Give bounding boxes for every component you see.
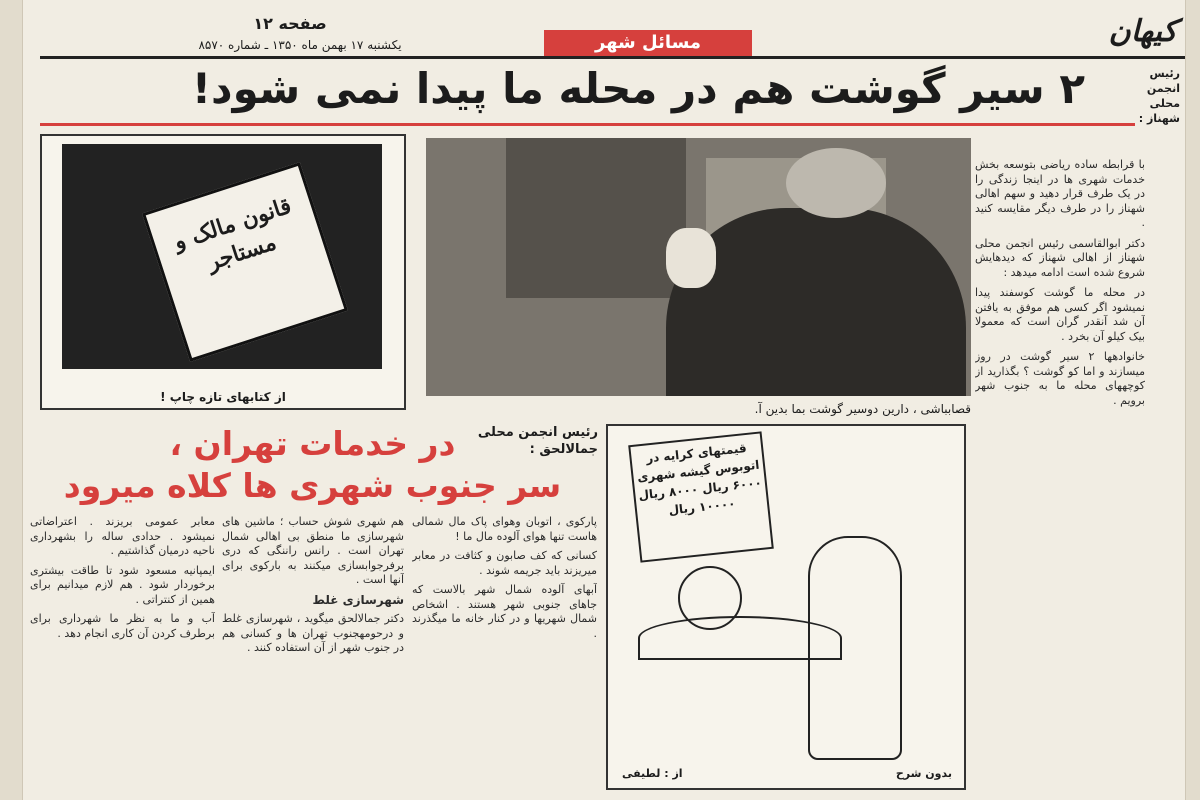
book-icon — [142, 162, 348, 362]
price-sign: قیمتهای کرایه در اتوبوس گیشه شهری ۶۰۰۰ ریال ۸۰۰۰ ریال ۱۰۰۰۰ ریال — [628, 431, 774, 562]
cartoon-book — [40, 134, 406, 410]
right-column-text — [975, 158, 1145, 798]
article-headline-line2: سر جنوب شهری ها کلاه میرود — [63, 466, 562, 505]
paragraph: دکتر ابوالقاسمی رئیس انجمن محلی شهناز از اهالی شهناز که دیدهایش شروع شده است ادامه میدهد : — [975, 236, 1145, 279]
photo-shelf — [506, 138, 686, 298]
subtitle: شهرسازی غلط — [312, 592, 404, 607]
paragraph: معابر عمومی بریزند . اعتراضاتی نمیشود . حدادی ساله را بشهرداری ناحیه درمیان گذاشتیم . — [30, 515, 215, 557]
cartoon-shop-caption: بدون شرح — [895, 767, 952, 780]
paragraph: ایمپانیه مسعود شود تا طاقت بیشتری برخوردار شود . هم لازم میدانیم برای همین از کنتراتی . — [30, 563, 215, 606]
cartoon-book-caption: از کتابهای تازه چاپ ! — [160, 390, 286, 404]
paragraph: کسانی که کف صابون و کثافت در معابر میریزند باید جریمه شوند . — [412, 549, 597, 577]
paragraph: خانوادهها ۲ سیر گوشت در روز میسازند و اما کو گوشت ؟ بگذارید از کوچههای محله ما به جنوب شهر برویم . — [975, 350, 1145, 407]
side-kicker: رئیس انجمن محلی شهناز : — [1138, 67, 1180, 125]
headline-rule — [40, 123, 1135, 126]
cartoon-shop — [606, 424, 966, 790]
article-headline-line1: در خدمات تهران ، — [169, 424, 456, 463]
main-headline: ۲ سیر گوشت هم در محله ما پیدا نمی شود! — [191, 64, 1085, 113]
article-headline — [30, 423, 595, 509]
cartoon-book-illustration — [62, 144, 382, 369]
paragraph: هم شهری شوش حساب ؛ ماشین های شهرسازی ما منطق بی اهالی شمال تهران است . رانس راننگی که دری برفرجوابسازی میکنند به بارکوی برای آنها است . — [222, 515, 404, 586]
article-column-2 — [222, 515, 404, 798]
masthead — [40, 8, 1185, 59]
paragraph: آب و ما به نظر ما شهرداری برای برطرف کردن آن کاری انجام دهد . — [30, 612, 215, 640]
photo-person-head — [786, 148, 886, 218]
article-column-1 — [412, 515, 597, 798]
dateline: یکشنبه ۱۷ بهمن ماه ۱۳۵۰ ـ شماره ۸۵۷۰ — [198, 38, 402, 52]
article-column-3 — [30, 515, 215, 798]
butcher-photo — [426, 138, 971, 396]
customer-figure — [808, 536, 902, 760]
cartoon-shop-credit: از : لطیفی — [622, 767, 683, 780]
book-title: قانون مالک و مستاجر — [170, 192, 295, 276]
article-kicker: رئیس انجمن محلی جمالالحق : — [477, 425, 598, 457]
photo-hand — [666, 228, 716, 288]
paragraph: با قرابطه ساده ریاضی بتوسعه بخش خدمات شهری ها در اینجا زندگی را در یک طرف قرار دهید و سهم اهالی شهناز را در طرف دیگر مقایسه کنید . — [975, 158, 1145, 229]
shopkeeper-figure — [678, 566, 742, 630]
paragraph: در محله ما گوشت کوسفند پیدا نمیشود اگر کسی هم موفق به یافتن آن شد آنقدر گران است که معمولا بیک کیلو آن بخرد . — [975, 286, 1145, 343]
paragraph: آبهای آلوده شمال شهر بالاست که جاهای جنوبی شهر هستند . اشخاص شمال شهریها و در کنار خانه ما میگذرند . — [412, 583, 597, 640]
page-number: صفحه ۱۲ — [253, 14, 327, 33]
paragraph: پارکوی ، اتوبان وهوای پاک مال شمالی هاست تنها هوای آلوده مال ما ! — [412, 515, 597, 543]
newspaper-logo: کیهان — [1108, 14, 1177, 49]
photo-caption: قصابباشی ، دارین دوسیر گوشت بما بدین آ. — [754, 402, 971, 416]
page-edge-right — [1185, 0, 1200, 800]
page-edge-left — [0, 0, 23, 800]
section-tag: مسائل شهر — [544, 30, 752, 56]
paragraph: دکتر جمالالحق میگوید ، شهرسازی غلط و درحومهجنوب تهران ها و کسانی هم در جنوب شهر از آن استفاده کنند . — [222, 612, 404, 654]
